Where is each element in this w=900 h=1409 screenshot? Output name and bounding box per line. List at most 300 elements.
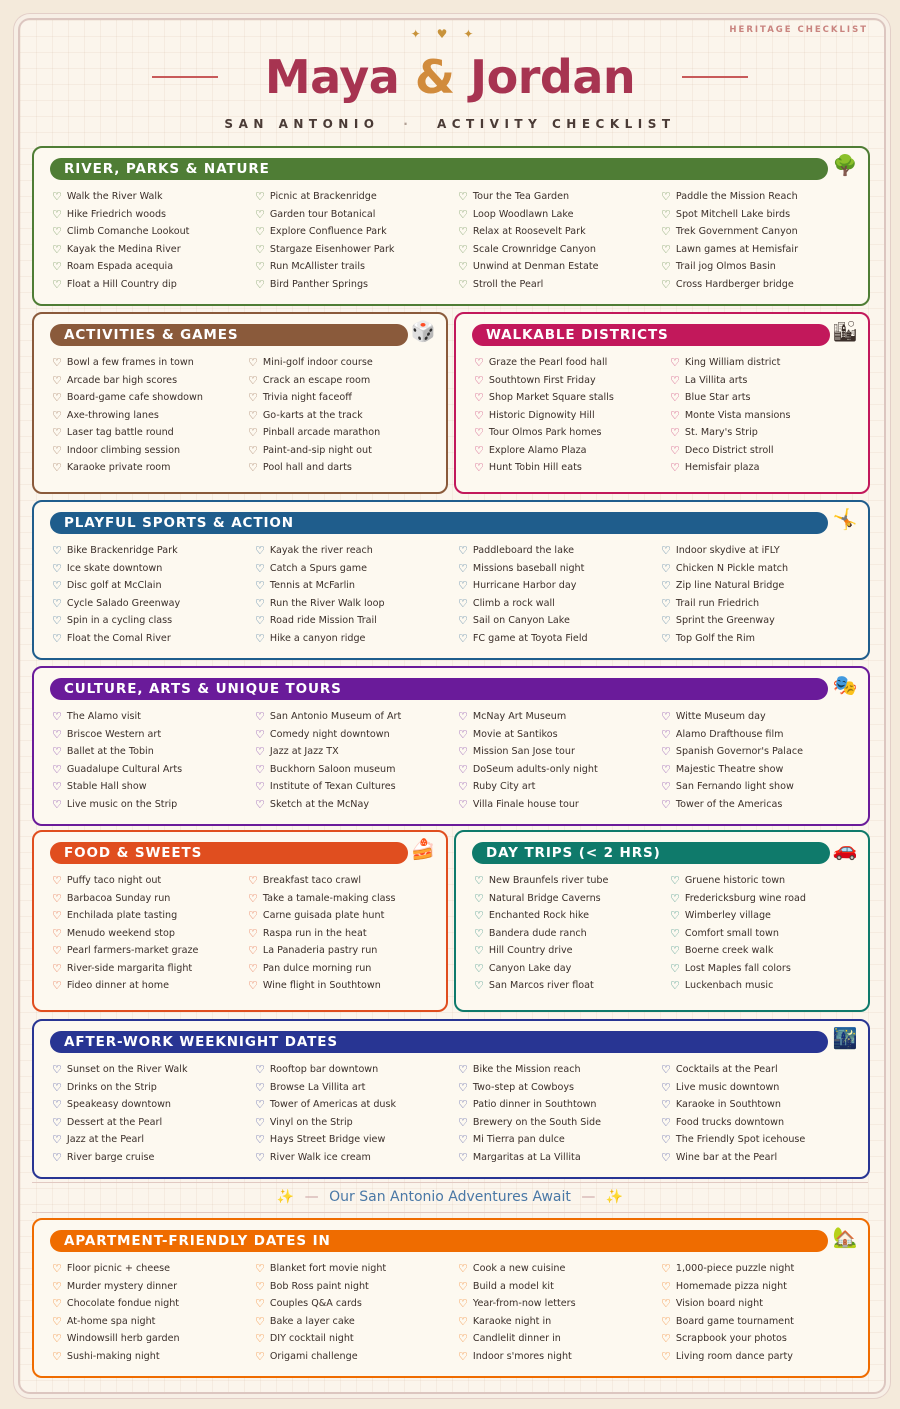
heart-checkbox-icon[interactable]: ♡ <box>52 391 62 405</box>
checklist-item[interactable] <box>661 726 864 744</box>
heart-checkbox-icon[interactable]: ♡ <box>458 1063 468 1077</box>
checklist-item[interactable] <box>474 872 670 890</box>
heart-checkbox-icon[interactable]: ♡ <box>248 979 258 993</box>
checklist-item[interactable] <box>661 1114 864 1132</box>
heart-checkbox-icon[interactable]: ♡ <box>52 710 62 724</box>
checklist-item[interactable] <box>661 577 864 595</box>
heart-checkbox-icon[interactable]: ♡ <box>255 242 265 256</box>
checklist-item[interactable] <box>474 890 670 908</box>
checklist-item[interactable] <box>255 241 458 259</box>
heart-checkbox-icon[interactable]: ♡ <box>52 1262 62 1276</box>
heart-checkbox-icon[interactable]: ♡ <box>661 190 671 204</box>
checklist-item[interactable] <box>255 1313 458 1331</box>
checklist-item[interactable] <box>458 223 661 241</box>
heart-checkbox-icon[interactable]: ♡ <box>248 461 258 475</box>
checklist-item[interactable] <box>458 1079 661 1097</box>
checklist-item[interactable] <box>458 258 661 276</box>
heart-checkbox-icon[interactable]: ♡ <box>670 391 680 405</box>
heart-checkbox-icon[interactable]: ♡ <box>458 614 468 628</box>
heart-checkbox-icon[interactable]: ♡ <box>670 961 680 975</box>
checklist-item[interactable] <box>52 407 248 425</box>
heart-checkbox-icon[interactable]: ♡ <box>474 461 484 475</box>
checklist-item[interactable] <box>458 188 661 206</box>
heart-checkbox-icon[interactable]: ♡ <box>52 944 62 958</box>
checklist-item[interactable] <box>255 1061 458 1079</box>
heart-checkbox-icon[interactable]: ♡ <box>52 727 62 741</box>
checklist-item[interactable] <box>52 612 255 630</box>
heart-checkbox-icon[interactable]: ♡ <box>255 797 265 811</box>
heart-checkbox-icon[interactable]: ♡ <box>661 1314 671 1328</box>
checklist-item[interactable] <box>248 907 444 925</box>
heart-checkbox-icon[interactable]: ♡ <box>52 1349 62 1363</box>
checklist-item[interactable] <box>661 1330 864 1348</box>
heart-checkbox-icon[interactable]: ♡ <box>255 207 265 221</box>
heart-checkbox-icon[interactable]: ♡ <box>458 1133 468 1147</box>
heart-checkbox-icon[interactable]: ♡ <box>661 225 671 239</box>
heart-checkbox-icon[interactable]: ♡ <box>52 544 62 558</box>
heart-checkbox-icon[interactable]: ♡ <box>458 1349 468 1363</box>
checklist-item[interactable] <box>661 1096 864 1114</box>
heart-checkbox-icon[interactable]: ♡ <box>458 561 468 575</box>
checklist-item[interactable] <box>474 925 670 943</box>
heart-checkbox-icon[interactable]: ♡ <box>52 356 62 370</box>
heart-checkbox-icon[interactable]: ♡ <box>248 443 258 457</box>
heart-checkbox-icon[interactable]: ♡ <box>255 544 265 558</box>
checklist-item[interactable] <box>52 459 248 477</box>
checklist-item[interactable] <box>255 276 458 294</box>
heart-checkbox-icon[interactable]: ♡ <box>661 780 671 794</box>
checklist-item[interactable] <box>458 577 661 595</box>
checklist-item[interactable] <box>661 1149 864 1167</box>
checklist-item[interactable] <box>458 276 661 294</box>
checklist-item[interactable] <box>255 630 458 648</box>
heart-checkbox-icon[interactable]: ♡ <box>661 277 671 291</box>
heart-checkbox-icon[interactable]: ♡ <box>661 1098 671 1112</box>
checklist-item[interactable] <box>474 372 670 390</box>
checklist-item[interactable] <box>248 942 444 960</box>
heart-checkbox-icon[interactable]: ♡ <box>255 1098 265 1112</box>
checklist-item[interactable] <box>255 577 458 595</box>
heart-checkbox-icon[interactable]: ♡ <box>661 596 671 610</box>
heart-checkbox-icon[interactable]: ♡ <box>52 1063 62 1077</box>
checklist-item[interactable] <box>458 542 661 560</box>
heart-checkbox-icon[interactable]: ♡ <box>248 944 258 958</box>
heart-checkbox-icon[interactable]: ♡ <box>458 596 468 610</box>
checklist-item[interactable] <box>474 354 670 372</box>
checklist-item[interactable] <box>474 424 670 442</box>
heart-checkbox-icon[interactable]: ♡ <box>458 1080 468 1094</box>
checklist-item[interactable] <box>661 1131 864 1149</box>
checklist-item[interactable] <box>661 1278 864 1296</box>
heart-checkbox-icon[interactable]: ♡ <box>52 961 62 975</box>
heart-checkbox-icon[interactable]: ♡ <box>255 1150 265 1164</box>
heart-checkbox-icon[interactable]: ♡ <box>661 544 671 558</box>
checklist-item[interactable] <box>248 424 444 442</box>
heart-checkbox-icon[interactable]: ♡ <box>52 762 62 776</box>
heart-checkbox-icon[interactable]: ♡ <box>52 1133 62 1147</box>
checklist-item[interactable] <box>52 424 248 442</box>
heart-checkbox-icon[interactable]: ♡ <box>661 1150 671 1164</box>
heart-checkbox-icon[interactable]: ♡ <box>255 727 265 741</box>
heart-checkbox-icon[interactable]: ♡ <box>661 797 671 811</box>
checklist-item[interactable] <box>52 276 255 294</box>
checklist-item[interactable] <box>474 960 670 978</box>
heart-checkbox-icon[interactable]: ♡ <box>670 926 680 940</box>
checklist-item[interactable] <box>255 1260 458 1278</box>
checklist-item[interactable] <box>661 612 864 630</box>
checklist-item[interactable] <box>670 977 866 995</box>
heart-checkbox-icon[interactable]: ♡ <box>661 710 671 724</box>
heart-checkbox-icon[interactable]: ♡ <box>474 443 484 457</box>
checklist-item[interactable] <box>661 595 864 613</box>
heart-checkbox-icon[interactable]: ♡ <box>458 579 468 593</box>
heart-checkbox-icon[interactable]: ♡ <box>52 745 62 759</box>
checklist-item[interactable] <box>255 1114 458 1132</box>
heart-checkbox-icon[interactable]: ♡ <box>458 277 468 291</box>
heart-checkbox-icon[interactable]: ♡ <box>661 1063 671 1077</box>
heart-checkbox-icon[interactable]: ♡ <box>458 1297 468 1311</box>
heart-checkbox-icon[interactable]: ♡ <box>255 710 265 724</box>
heart-checkbox-icon[interactable]: ♡ <box>474 891 484 905</box>
checklist-item[interactable] <box>474 407 670 425</box>
checklist-item[interactable] <box>255 612 458 630</box>
heart-checkbox-icon[interactable]: ♡ <box>255 1332 265 1346</box>
heart-checkbox-icon[interactable]: ♡ <box>52 1297 62 1311</box>
checklist-item[interactable] <box>670 459 866 477</box>
checklist-item[interactable] <box>458 1348 661 1366</box>
checklist-item[interactable] <box>474 942 670 960</box>
checklist-item[interactable] <box>52 1313 255 1331</box>
heart-checkbox-icon[interactable]: ♡ <box>52 596 62 610</box>
heart-checkbox-icon[interactable]: ♡ <box>255 1080 265 1094</box>
checklist-item[interactable] <box>670 890 866 908</box>
heart-checkbox-icon[interactable]: ♡ <box>52 561 62 575</box>
checklist-item[interactable] <box>661 778 864 796</box>
heart-checkbox-icon[interactable]: ♡ <box>52 242 62 256</box>
checklist-item[interactable] <box>458 1278 661 1296</box>
checklist-item[interactable] <box>670 925 866 943</box>
checklist-item[interactable] <box>52 890 248 908</box>
heart-checkbox-icon[interactable]: ♡ <box>458 797 468 811</box>
checklist-item[interactable] <box>52 942 248 960</box>
heart-checkbox-icon[interactable]: ♡ <box>52 874 62 888</box>
checklist-item[interactable] <box>661 560 864 578</box>
checklist-item[interactable] <box>52 258 255 276</box>
heart-checkbox-icon[interactable]: ♡ <box>661 727 671 741</box>
heart-checkbox-icon[interactable]: ♡ <box>248 874 258 888</box>
heart-checkbox-icon[interactable]: ♡ <box>255 225 265 239</box>
heart-checkbox-icon[interactable]: ♡ <box>248 356 258 370</box>
checklist-item[interactable] <box>458 726 661 744</box>
heart-checkbox-icon[interactable]: ♡ <box>458 225 468 239</box>
checklist-item[interactable] <box>661 276 864 294</box>
heart-checkbox-icon[interactable]: ♡ <box>52 1150 62 1164</box>
checklist-item[interactable] <box>52 907 248 925</box>
heart-checkbox-icon[interactable]: ♡ <box>458 727 468 741</box>
checklist-item[interactable] <box>255 796 458 814</box>
heart-checkbox-icon[interactable]: ♡ <box>458 1314 468 1328</box>
checklist-item[interactable] <box>458 612 661 630</box>
checklist-item[interactable] <box>248 459 444 477</box>
heart-checkbox-icon[interactable]: ♡ <box>52 373 62 387</box>
heart-checkbox-icon[interactable]: ♡ <box>255 762 265 776</box>
heart-checkbox-icon[interactable]: ♡ <box>255 596 265 610</box>
heart-checkbox-icon[interactable]: ♡ <box>670 408 680 422</box>
heart-checkbox-icon[interactable]: ♡ <box>661 561 671 575</box>
checklist-item[interactable] <box>248 442 444 460</box>
checklist-item[interactable] <box>52 761 255 779</box>
heart-checkbox-icon[interactable]: ♡ <box>255 1262 265 1276</box>
checklist-item[interactable] <box>458 1061 661 1079</box>
checklist-item[interactable] <box>255 258 458 276</box>
checklist-item[interactable] <box>458 560 661 578</box>
checklist-item[interactable] <box>52 206 255 224</box>
checklist-item[interactable] <box>458 630 661 648</box>
checklist-item[interactable] <box>255 1149 458 1167</box>
checklist-item[interactable] <box>248 960 444 978</box>
checklist-item[interactable] <box>670 907 866 925</box>
heart-checkbox-icon[interactable]: ♡ <box>474 373 484 387</box>
checklist-item[interactable] <box>661 796 864 814</box>
heart-checkbox-icon[interactable]: ♡ <box>248 926 258 940</box>
heart-checkbox-icon[interactable]: ♡ <box>474 408 484 422</box>
heart-checkbox-icon[interactable]: ♡ <box>248 373 258 387</box>
checklist-item[interactable] <box>255 595 458 613</box>
heart-checkbox-icon[interactable]: ♡ <box>661 260 671 274</box>
checklist-item[interactable] <box>255 1079 458 1097</box>
checklist-item[interactable] <box>248 925 444 943</box>
heart-checkbox-icon[interactable]: ♡ <box>474 909 484 923</box>
checklist-item[interactable] <box>52 796 255 814</box>
heart-checkbox-icon[interactable]: ♡ <box>52 979 62 993</box>
heart-checkbox-icon[interactable]: ♡ <box>52 579 62 593</box>
heart-checkbox-icon[interactable]: ♡ <box>255 1133 265 1147</box>
checklist-item[interactable] <box>474 907 670 925</box>
heart-checkbox-icon[interactable]: ♡ <box>52 1314 62 1328</box>
checklist-item[interactable] <box>458 595 661 613</box>
checklist-item[interactable] <box>661 258 864 276</box>
checklist-item[interactable] <box>52 778 255 796</box>
checklist-item[interactable] <box>52 1096 255 1114</box>
checklist-item[interactable] <box>474 389 670 407</box>
heart-checkbox-icon[interactable]: ♡ <box>474 961 484 975</box>
heart-checkbox-icon[interactable]: ♡ <box>255 1279 265 1293</box>
heart-checkbox-icon[interactable]: ♡ <box>248 426 258 440</box>
checklist-item[interactable] <box>458 241 661 259</box>
heart-checkbox-icon[interactable]: ♡ <box>52 225 62 239</box>
heart-checkbox-icon[interactable]: ♡ <box>458 1332 468 1346</box>
heart-checkbox-icon[interactable]: ♡ <box>248 391 258 405</box>
heart-checkbox-icon[interactable]: ♡ <box>52 909 62 923</box>
checklist-item[interactable] <box>52 872 248 890</box>
checklist-item[interactable] <box>52 1295 255 1313</box>
heart-checkbox-icon[interactable]: ♡ <box>458 242 468 256</box>
heart-checkbox-icon[interactable]: ♡ <box>661 1133 671 1147</box>
checklist-item[interactable] <box>661 1079 864 1097</box>
checklist-item[interactable] <box>52 354 248 372</box>
heart-checkbox-icon[interactable]: ♡ <box>474 874 484 888</box>
heart-checkbox-icon[interactable]: ♡ <box>661 1279 671 1293</box>
heart-checkbox-icon[interactable]: ♡ <box>670 461 680 475</box>
heart-checkbox-icon[interactable]: ♡ <box>255 745 265 759</box>
heart-checkbox-icon[interactable]: ♡ <box>52 1098 62 1112</box>
checklist-item[interactable] <box>670 942 866 960</box>
checklist-item[interactable] <box>661 743 864 761</box>
heart-checkbox-icon[interactable]: ♡ <box>52 207 62 221</box>
checklist-item[interactable] <box>661 1061 864 1079</box>
heart-checkbox-icon[interactable]: ♡ <box>661 1349 671 1363</box>
heart-checkbox-icon[interactable]: ♡ <box>248 408 258 422</box>
checklist-item[interactable] <box>248 977 444 995</box>
heart-checkbox-icon[interactable]: ♡ <box>670 356 680 370</box>
checklist-item[interactable] <box>52 925 248 943</box>
heart-checkbox-icon[interactable]: ♡ <box>248 909 258 923</box>
heart-checkbox-icon[interactable]: ♡ <box>52 1115 62 1129</box>
checklist-item[interactable] <box>670 442 866 460</box>
checklist-item[interactable] <box>248 372 444 390</box>
checklist-item[interactable] <box>661 223 864 241</box>
heart-checkbox-icon[interactable]: ♡ <box>661 1080 671 1094</box>
heart-checkbox-icon[interactable]: ♡ <box>474 356 484 370</box>
checklist-item[interactable] <box>52 1061 255 1079</box>
checklist-item[interactable] <box>458 778 661 796</box>
heart-checkbox-icon[interactable]: ♡ <box>474 426 484 440</box>
heart-checkbox-icon[interactable]: ♡ <box>52 1080 62 1094</box>
heart-checkbox-icon[interactable]: ♡ <box>474 391 484 405</box>
checklist-item[interactable] <box>458 1330 661 1348</box>
checklist-item[interactable] <box>661 1295 864 1313</box>
checklist-item[interactable] <box>670 354 866 372</box>
checklist-item[interactable] <box>52 442 248 460</box>
checklist-item[interactable] <box>52 726 255 744</box>
heart-checkbox-icon[interactable]: ♡ <box>458 207 468 221</box>
checklist-item[interactable] <box>255 542 458 560</box>
heart-checkbox-icon[interactable]: ♡ <box>458 1115 468 1129</box>
checklist-item[interactable] <box>52 1260 255 1278</box>
checklist-item[interactable] <box>458 743 661 761</box>
heart-checkbox-icon[interactable]: ♡ <box>458 762 468 776</box>
heart-checkbox-icon[interactable]: ♡ <box>255 614 265 628</box>
checklist-item[interactable] <box>661 761 864 779</box>
heart-checkbox-icon[interactable]: ♡ <box>248 961 258 975</box>
heart-checkbox-icon[interactable]: ♡ <box>661 614 671 628</box>
heart-checkbox-icon[interactable]: ♡ <box>661 1115 671 1129</box>
checklist-item[interactable] <box>670 424 866 442</box>
heart-checkbox-icon[interactable]: ♡ <box>458 631 468 645</box>
heart-checkbox-icon[interactable]: ♡ <box>458 1150 468 1164</box>
checklist-item[interactable] <box>52 1278 255 1296</box>
checklist-item[interactable] <box>255 778 458 796</box>
checklist-item[interactable] <box>670 389 866 407</box>
checklist-item[interactable] <box>52 223 255 241</box>
checklist-item[interactable] <box>52 1114 255 1132</box>
checklist-item[interactable] <box>670 960 866 978</box>
checklist-item[interactable] <box>255 743 458 761</box>
checklist-item[interactable] <box>474 459 670 477</box>
checklist-item[interactable] <box>52 188 255 206</box>
checklist-item[interactable] <box>52 577 255 595</box>
heart-checkbox-icon[interactable]: ♡ <box>52 408 62 422</box>
checklist-item[interactable] <box>458 796 661 814</box>
checklist-item[interactable] <box>661 206 864 224</box>
checklist-item[interactable] <box>255 708 458 726</box>
heart-checkbox-icon[interactable]: ♡ <box>458 1262 468 1276</box>
checklist-item[interactable] <box>661 542 864 560</box>
heart-checkbox-icon[interactable]: ♡ <box>52 797 62 811</box>
checklist-item[interactable] <box>255 223 458 241</box>
checklist-item[interactable] <box>458 1149 661 1167</box>
checklist-item[interactable] <box>52 1131 255 1149</box>
checklist-item[interactable] <box>670 872 866 890</box>
checklist-item[interactable] <box>458 1114 661 1132</box>
checklist-item[interactable] <box>255 560 458 578</box>
checklist-item[interactable] <box>255 726 458 744</box>
checklist-item[interactable] <box>248 389 444 407</box>
checklist-item[interactable] <box>661 1260 864 1278</box>
checklist-item[interactable] <box>248 890 444 908</box>
heart-checkbox-icon[interactable]: ♡ <box>52 780 62 794</box>
checklist-item[interactable] <box>255 761 458 779</box>
checklist-item[interactable] <box>52 960 248 978</box>
checklist-item[interactable] <box>661 188 864 206</box>
heart-checkbox-icon[interactable]: ♡ <box>52 631 62 645</box>
checklist-item[interactable] <box>255 1131 458 1149</box>
checklist-item[interactable] <box>248 407 444 425</box>
heart-checkbox-icon[interactable]: ♡ <box>255 1314 265 1328</box>
heart-checkbox-icon[interactable]: ♡ <box>458 780 468 794</box>
heart-checkbox-icon[interactable]: ♡ <box>474 926 484 940</box>
heart-checkbox-icon[interactable]: ♡ <box>52 461 62 475</box>
heart-checkbox-icon[interactable]: ♡ <box>255 190 265 204</box>
heart-checkbox-icon[interactable]: ♡ <box>474 944 484 958</box>
checklist-item[interactable] <box>52 708 255 726</box>
checklist-item[interactable] <box>458 761 661 779</box>
heart-checkbox-icon[interactable]: ♡ <box>52 426 62 440</box>
checklist-item[interactable] <box>255 1295 458 1313</box>
checklist-item[interactable] <box>661 241 864 259</box>
checklist-item[interactable] <box>248 354 444 372</box>
checklist-item[interactable] <box>52 560 255 578</box>
heart-checkbox-icon[interactable]: ♡ <box>670 874 680 888</box>
checklist-item[interactable] <box>474 977 670 995</box>
checklist-item[interactable] <box>458 1313 661 1331</box>
checklist-item[interactable] <box>458 1096 661 1114</box>
heart-checkbox-icon[interactable]: ♡ <box>670 891 680 905</box>
heart-checkbox-icon[interactable]: ♡ <box>52 614 62 628</box>
checklist-item[interactable] <box>670 407 866 425</box>
heart-checkbox-icon[interactable]: ♡ <box>255 1115 265 1129</box>
heart-checkbox-icon[interactable]: ♡ <box>255 780 265 794</box>
checklist-item[interactable] <box>52 1348 255 1366</box>
heart-checkbox-icon[interactable]: ♡ <box>52 277 62 291</box>
heart-checkbox-icon[interactable]: ♡ <box>661 1262 671 1276</box>
heart-checkbox-icon[interactable]: ♡ <box>255 561 265 575</box>
heart-checkbox-icon[interactable]: ♡ <box>52 190 62 204</box>
checklist-item[interactable] <box>52 595 255 613</box>
heart-checkbox-icon[interactable]: ♡ <box>255 260 265 274</box>
checklist-item[interactable] <box>255 188 458 206</box>
heart-checkbox-icon[interactable]: ♡ <box>458 260 468 274</box>
checklist-item[interactable] <box>52 1079 255 1097</box>
heart-checkbox-icon[interactable]: ♡ <box>458 544 468 558</box>
heart-checkbox-icon[interactable]: ♡ <box>661 631 671 645</box>
checklist-item[interactable] <box>52 241 255 259</box>
heart-checkbox-icon[interactable]: ♡ <box>458 1279 468 1293</box>
checklist-item[interactable] <box>255 1278 458 1296</box>
heart-checkbox-icon[interactable]: ♡ <box>52 260 62 274</box>
checklist-item[interactable] <box>52 743 255 761</box>
heart-checkbox-icon[interactable]: ♡ <box>661 1332 671 1346</box>
